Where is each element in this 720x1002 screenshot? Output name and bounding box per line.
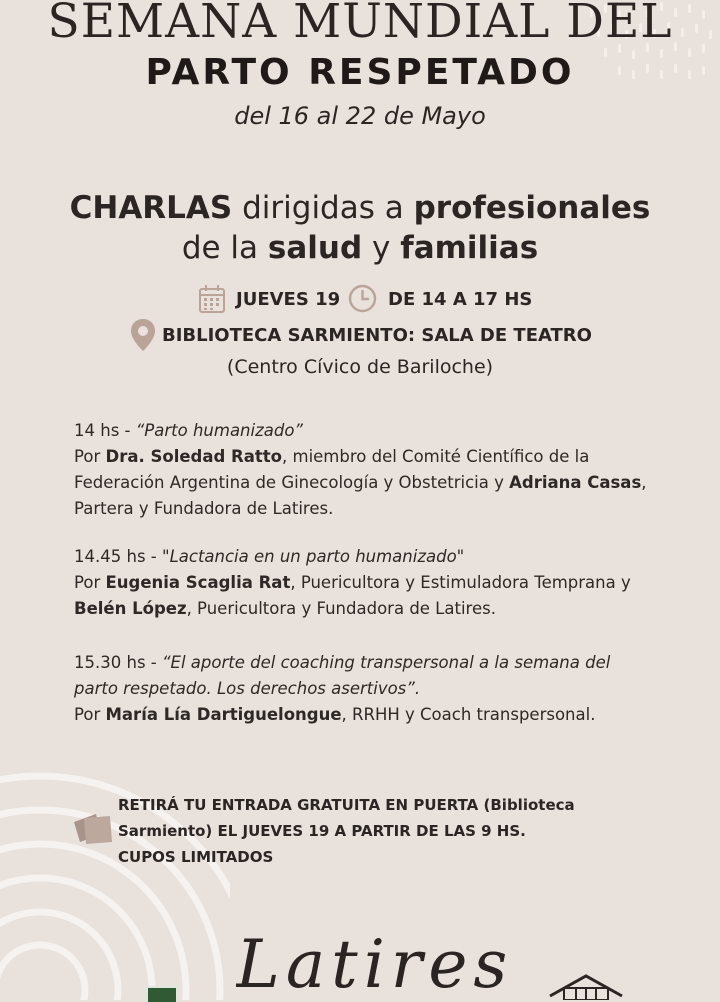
ticket-notice	[118, 792, 638, 870]
talk-time: 15.30 hs -	[74, 653, 162, 672]
ticket-icon	[72, 808, 118, 850]
talk-title: “El aporte del coaching transpersonal a la semana del	[161, 653, 611, 672]
talk-time: 14.45 hs -	[74, 547, 162, 566]
subtitle-word: CHARLAS	[69, 190, 233, 226]
subtitle-word: familias	[400, 230, 539, 266]
talk-title: “Parto humanizado”	[135, 421, 303, 440]
subtitle	[0, 188, 720, 268]
talk-item	[74, 418, 674, 522]
subtitle-word: salud	[267, 230, 363, 266]
venue-detail: (Centro Cívico de Bariloche)	[226, 356, 494, 378]
talk-text: Por	[74, 447, 106, 466]
event-dates: del 16 al 22 de Mayo	[234, 102, 486, 130]
library-logo	[546, 972, 626, 1000]
title-line-1: SEMANA MUNDIAL DEL	[47, 0, 673, 49]
talk-item	[74, 544, 674, 622]
ticket-line: CUPOS LIMITADOS	[118, 848, 274, 866]
talk-text: , Puericultora y Fundadora de Latires.	[186, 599, 496, 618]
talk-text: ,	[641, 473, 647, 492]
talk-text: Federación Argentina de Ginecología y Obstetricia y	[74, 473, 510, 492]
ticket-line: RETIRÁ TU ENTRADA GRATUITA EN PUERTA (Biblioteca	[118, 796, 575, 814]
talk-text: Partera y Fundadora de Latires.	[74, 499, 334, 518]
speaker-name: Eugenia Scaglia Rat	[105, 573, 291, 592]
latires-logo: Latires	[236, 926, 514, 1000]
calendar-icon	[198, 284, 226, 314]
talk-text: Por	[74, 705, 106, 724]
talk-item	[74, 650, 674, 728]
title-line-2: PARTO RESPETADO	[145, 52, 575, 93]
talk-text: , Puericultora y Estimuladora Temprana y	[290, 573, 631, 592]
subtitle-word: y	[362, 230, 401, 266]
event-time: DE 14 A 17 HS	[388, 289, 533, 310]
ticket-line: Sarmiento) EL JUEVES 19 A PARTIR DE LAS 9 HS.	[118, 822, 526, 840]
event-venue: BIBLIOTECA SARMIENTO: SALA DE TEATRO	[162, 325, 592, 346]
talk-title: parto respetado. Los derechos asertivos”.	[74, 679, 421, 698]
talk-title: "Lactancia en un parto humanizado"	[161, 547, 465, 566]
subtitle-word: profesionales	[413, 190, 651, 226]
location-pin-icon	[130, 318, 156, 352]
speaker-name: Dra. Soledad Ratto	[105, 447, 282, 466]
talk-text: , RRHH y Coach transpersonal.	[341, 705, 596, 724]
speaker-name: María Lía Dartiguelongue	[105, 705, 342, 724]
subtitle-word: de la	[181, 230, 268, 266]
subtitle-word: dirigidas a	[232, 190, 414, 226]
speaker-name: Adriana Casas	[509, 473, 642, 492]
event-date: JUEVES 19	[236, 289, 341, 310]
speaker-name: Belén López	[74, 599, 187, 618]
talk-text: , miembro del Comité Científico de la	[282, 447, 590, 466]
clock-icon	[348, 284, 377, 313]
talk-text: Por	[74, 573, 106, 592]
talk-time: 14 hs -	[74, 421, 136, 440]
